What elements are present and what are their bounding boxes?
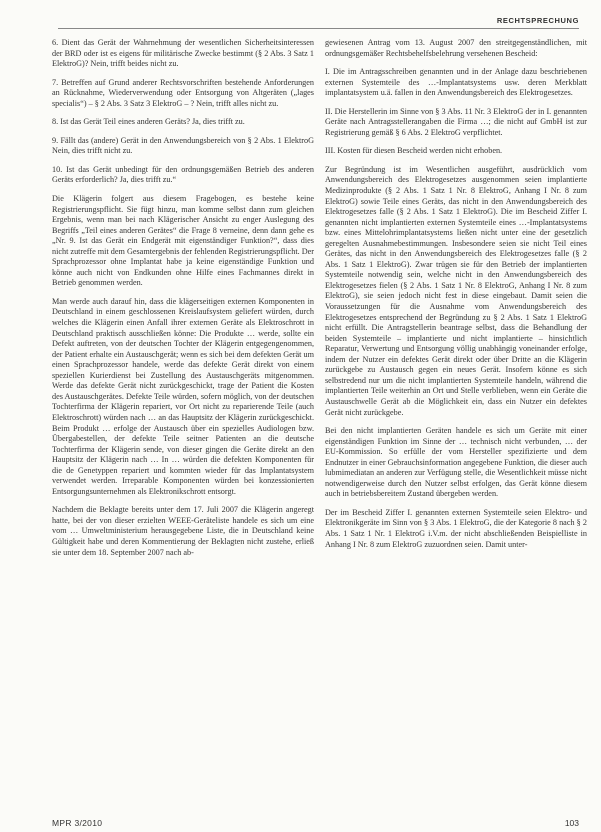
header-rule xyxy=(58,28,579,29)
page-number: 103 xyxy=(564,818,579,828)
paragraph: Der im Bescheid Ziffer I. genannten externen Systemteile seien Elektro- und Elektronikgeräte im Sinn von § 3 Abs. 1 ElektroG, die der Kategorie 8 nach § 2 Abs. 1 Satz 1 Nr. 1 ElektroG i.V.m. der nicht abschließenden Beispielliste in Anhang I Nr. 8 zum ElektroG zuzuordnen seien. Damit unter- xyxy=(325,507,587,549)
paragraph: Nachdem die Beklagte bereits unter dem 17. Juli 2007 die Klägerin angeregt hatte, bei der von dieser erzielten WEEE-Geräteliste handele es sich um eine vom … Umweltministerium herausgegebene Liste, die in Deutschland keine Gültigkeit habe und deren Kommentierung der Beklagten nicht zustehe, erließ sie unter dem 18. September 2007 nach ab- xyxy=(52,505,314,557)
paragraph: 8. Ist das Gerät Teil eines anderen Geräts? Ja, dies trifft zu. xyxy=(52,117,245,127)
page-header xyxy=(0,0,601,30)
paragraph: Bei den nicht implantierten Geräten handele es sich um Geräte mit einer eigenständigen Funktion im Sinne der … technisch nicht verbunden, … der EU-Kommission. So erfülle der vom Hersteller spezifizierte und dem Endnutzer in einer Gebrauchsinformation angegebene Funktion, die dieser auch lubmimediatan an anderen zur Verfügung stelle, die Wesentlichkeit müsse nicht notwendigerweise durch den Nutzer selbst erfolgen, das Gerät könne diesem auch in betriebsbereitem Zustand übergeben werden. xyxy=(325,426,587,499)
paragraph: Zur Begründung ist im Wesentlichen ausgeführt, ausdrücklich vom Anwendungsbereich des Elektrogesetzes ausgenommen seien implantierte Medizinprodukte (§ 2 Abs. 1 Satz 1 Nr. 8 ElektroG, Anhang I Nr. 8 zum ElektroG) sowie Teile eines Geräts, das nicht in den Anwendungsbereich des Elektrogesetzes falle (§ 2 Abs. 1 Satz 1 ElektroG). Die im Bescheid Ziffer I. genannten nicht implantierten externen Systemteile eines …-Implantatsystems bzw. eines Mittelohrimplantatsystems ließen nicht unter eine der gesetzlich geregelten Ausnahmebestimmungen. Insbesondere seien sie nicht Teil eines Gerätes, das nicht in den Anwendungsbereich des Elektrogesetzes falle (§ 2 Abs. 1 Satz 1 ElektroG). Zwar trügen sie für den Betrieb der implantierten Systemteile notwendig sein, welche nicht in den Anwendungsbereich des Elektrogesetzes fielen (§ 2 Abs. 1 Satz 1 Nr. 8 ElektroG, Anhang I Nr. 8 zum ElektroG), sie seien jedoch nicht fest in diese eingebaut. Damit seien die Voraussetzungen für die Ausnahme vom Anwendungsbereich des Elektrogesetzes entsprechend der Begründung zu § 2 Abs. 1 Satz 1 ElektroG nicht erfüllt. Die Antragstellerin beantrage selbst, dass die Behandlung der beiden Systemteile – implantierte und nicht implantierte – hinsichtlich Reparatur, Verwertung und Entsorgung völlig unabhängig voneinander erfolge, indem der Nutzer ein defektes Gerät direkt oder über Dritte an die Klägerin zurückgebe zu Austausch gegen ein neues Gerät. Insofern könne es sich selbstredend nur um die nicht implantierten Systemteile handeln, während die implantierten Teile weiterhin an Ort und Stelle verblieben, wenn ein Geräte die Austauschwelle Gerät ab die Möglichkeit ein, dass ein Nutzer ein defektes Gerät nicht zurückgebe. xyxy=(325,164,587,417)
paragraph: III. Kosten für diesen Bescheid werden nicht erhoben. xyxy=(325,146,503,156)
left-column xyxy=(52,38,314,566)
section-title: RECHTSPRECHUNG xyxy=(496,16,579,25)
paragraph: 6. Dient das Gerät der Wahrnehmung der wesentlichen Sicherheitsinteressen der BRD oder ist es eigens für militärische Zwecke bestimmt (§ 2 Abs. 3 Satz 1 ElektroG)? Nein, trifft beides nicht zu. xyxy=(52,38,314,69)
journal-issue: MPR 3/2010 xyxy=(52,818,103,828)
paragraph: I. Die im Antragsschreiben genannten und in der Anlage dazu beschriebenen externen Systemteile des …-Implantatsystems usw. deren Merkblatt implantatsystem u.ä. fallen in den Anwendungsbereich des Elektrogesetzes. xyxy=(325,67,587,98)
paragraph: II. Die Herstellerin im Sinne von § 3 Abs. 11 Nr. 3 ElektroG der in I. genannten Geräte nach Antragsstellerangaben die Firma …; die nicht auf GmbH ist zur Registrierung gemäß § 6 Abs. 2 ElektroG verpflichtet. xyxy=(325,106,587,137)
paragraph: 9. Fällt das (andere) Gerät in den Anwendungsbereich von § 2 Abs. 1 ElektroG Nein, dies trifft nicht zu. xyxy=(52,135,314,156)
paragraph: 10. Ist das Gerät unbedingt für den ordnungsgemäßen Betrieb des anderen Geräts erforderlich? Ja, dies trifft zu.“ xyxy=(52,164,314,185)
right-column xyxy=(325,38,587,558)
paragraph: Man werde auch darauf hin, dass die klägerseitigen externen Komponenten in Deutschland in einem geschlossenen Kreislaufsystem geliefert würden, durch welches die Klägerin einen Anfall ihrer externen Geräte als Elektroschrott in Deutschland praktisch ausschließen könne: Die Produkte … werde, sollte ein Defekt auftreten, von der deutschen Tochter der Klägerin entgegengenommen, der Patient erhalte ein Austauschgerät; wenn es sich bei dem defekten Gerät um einen Sprachprozessor handele, werde das defekte Gerät direkt von einem speziellen Kurierdienst bei Zustellung des Austauschgeräts mitgenommen. Werde das defekte Gerät nicht zurückgeschickt, trage der Patient die Kosten des Austauschgerätes. Defekte Teile würden, sofern möglich, von der deutschen Tochterfirma der Klägerin repariert, vor Ort nicht zu reparierende Teile (auch Elektroschrott) würden nach … an das Hauptsitz der Klägerin zurückgeschickt. Beim Produkt … erfolge der Austausch über ein spezielles Audiologen bzw. Übergabestellen, der defekte Teile seitner Patienten an die deutsche Tochterfirma der Klägerin sende, von dieser gingen die Geräte direkt an den Hauptsitz der Klägerin nach … In … würden die defekten Komponenten für die de Genetyppen repariert und kommten wieder für das Implantatsystem verwendet werden. Irreparable Komponenten würden bei konzessionierten Entsorgungsunternehmen als Elektronikschrott entsorgt. xyxy=(52,296,314,496)
paragraph: 7. Betreffen auf Grund anderer Rechtsvorschriften bestehende Anforderungen an Rücknahme, Wiederverwendung oder Entsorgung von Altgeräten („lages specialis“) – § 2 Abs. 3 Satz 3 ElektroG – ? Nein, trifft alles nicht zu. xyxy=(52,77,314,108)
paragraph: Die Klägerin folgert aus diesem Fragebogen, es bestehe keine Registrierungspflicht. Sie fügt hinzu, man komme selbst dann zum gleichen Ergebnis, wenn man bei nach Klägerischer Ansicht zu enger Auslegung des Begriffs „Teil eines anderen Gerätes“ die Frage 8 verneine, denn dann gehe es „Nr. 9. Ist das Gerät ein Endgerät mit eigenständiger Funktion?“, dass dies nicht zutreffe mit dem Gesamtergebnis der fehlenden Registrierungspflicht. Der Sprachprozessor ohne Implantat habe ja keine eigenständige Funktion und könne auch nicht von Endkunden ohne Hilfe eines Fachmannes direkt in Betrieb genommen werden. xyxy=(52,194,314,288)
paragraph: gewiesenen Antrag vom 13. August 2007 den streitgegenständlichen, mit ordnungsgemäßer Rechtsbehelfsbelehrung versehenen Bescheid: xyxy=(325,38,587,58)
